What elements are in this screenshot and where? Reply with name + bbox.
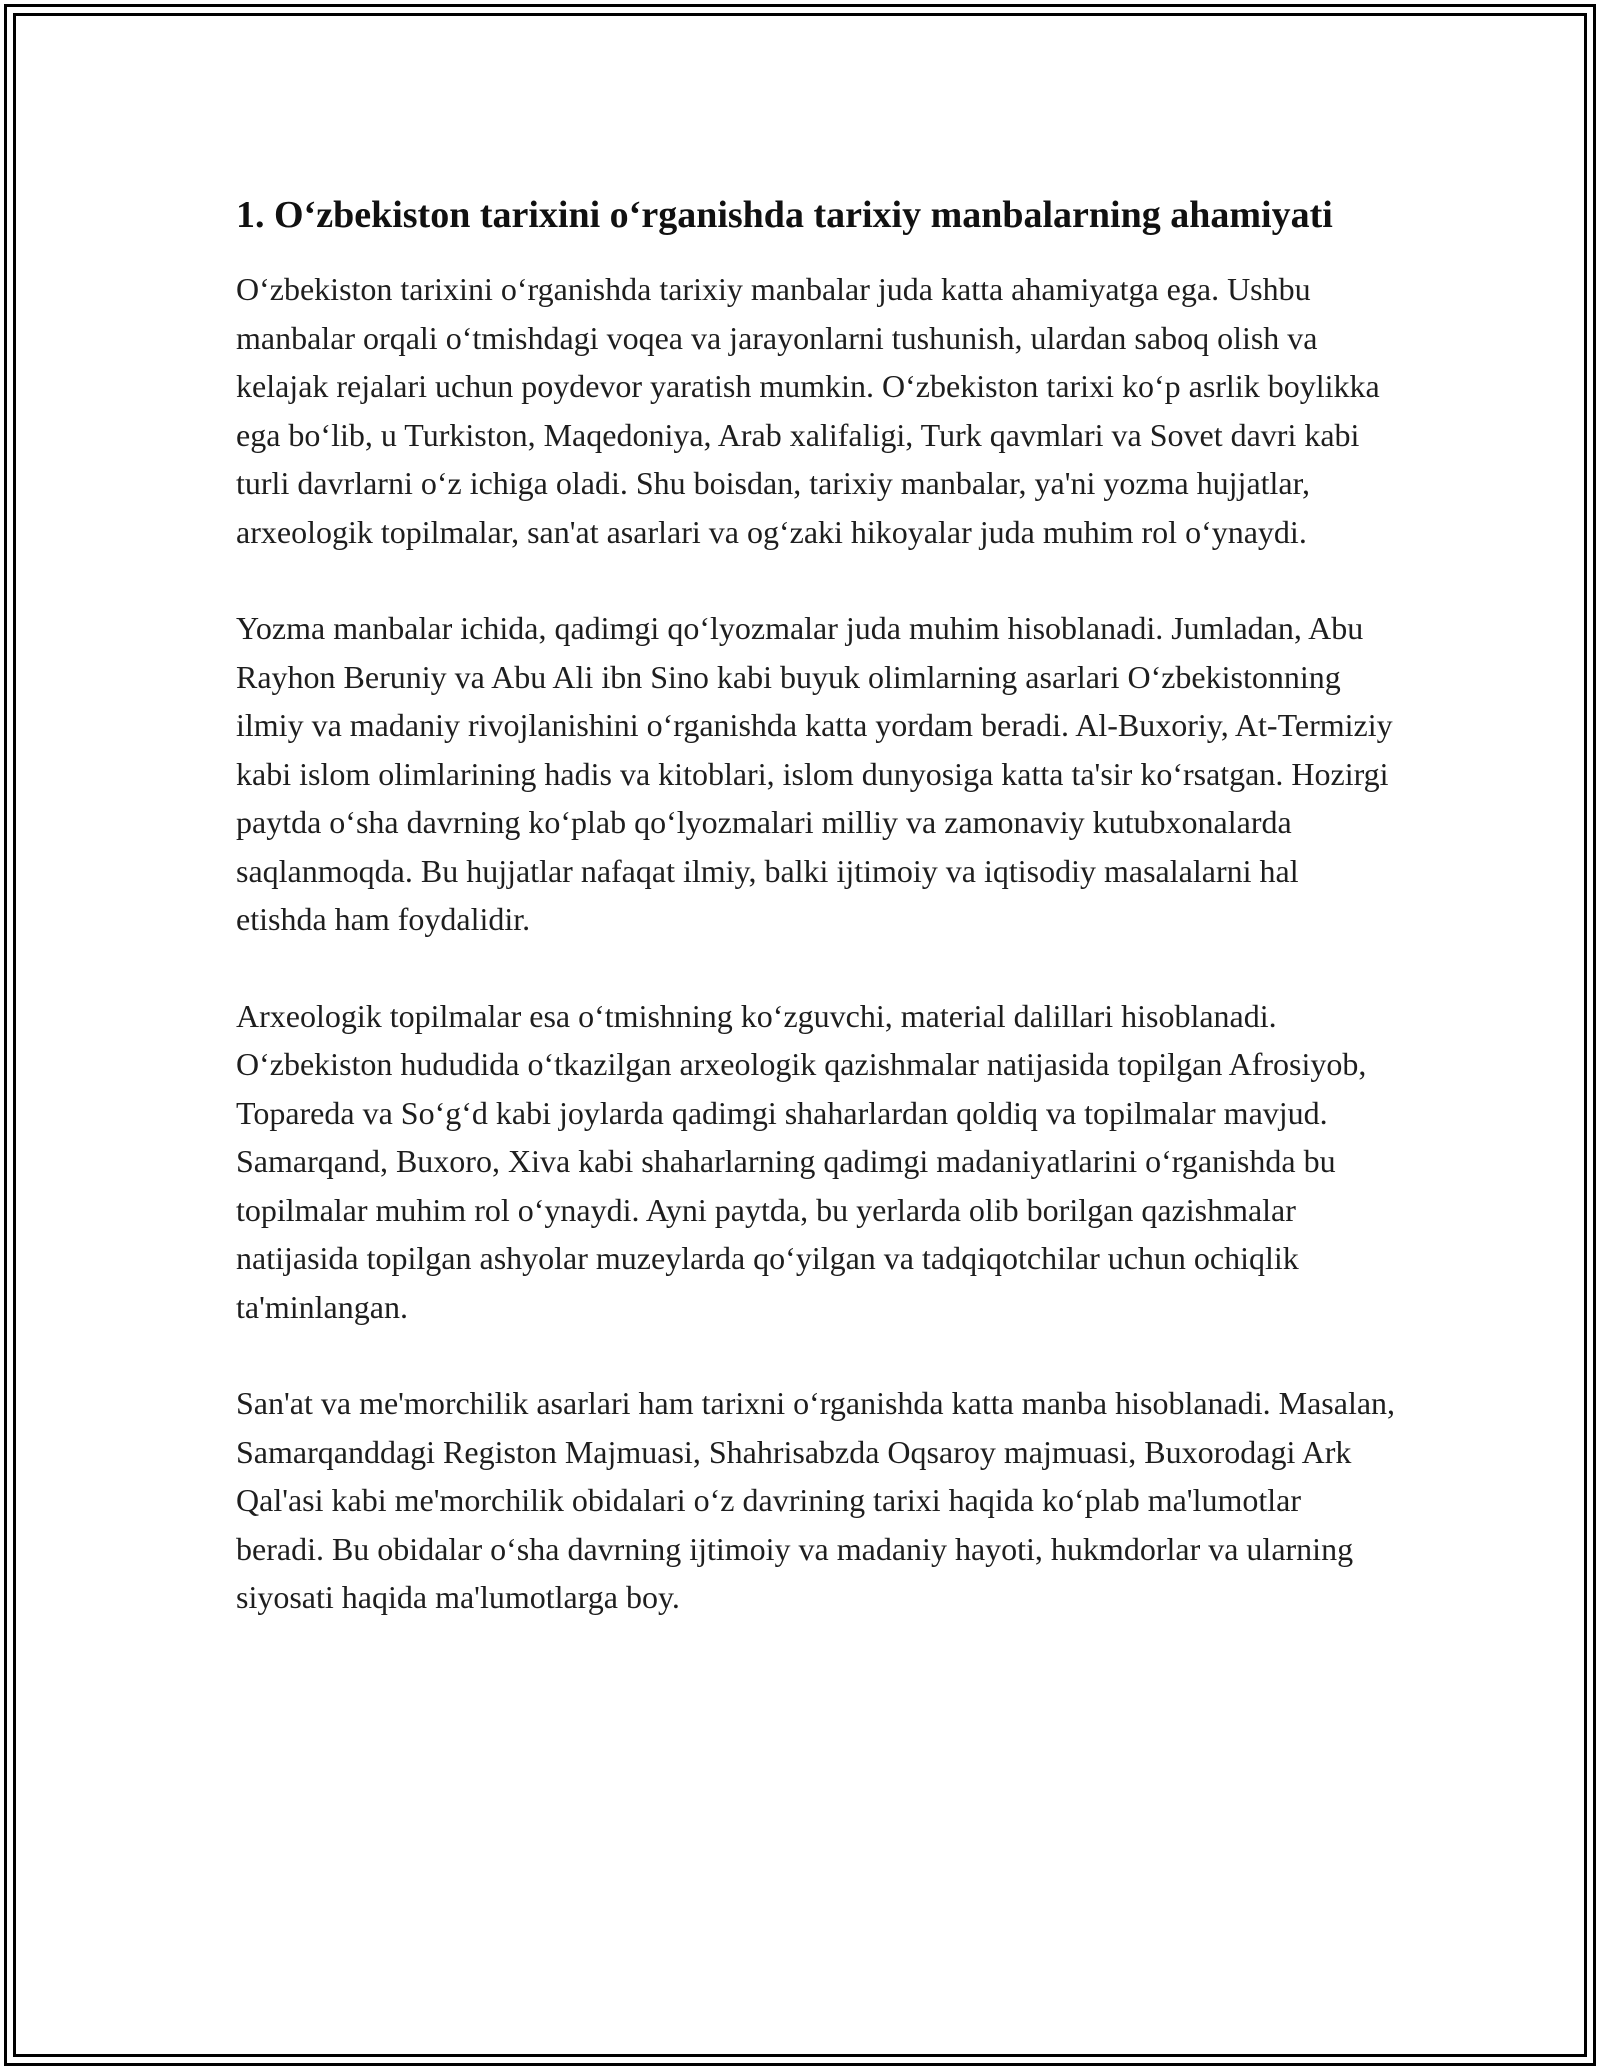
paragraph-written-sources: Yozma manbalar ichida, qadimgi qo‘lyozmalar juda muhim hisoblanadi. Jumladan, Abu Rayhon Beruniy va Abu Ali ibn Sino kabi buyuk olimlarning asarlari O‘zbekistonning ilmiy va madaniy rivojlanishini o‘rganishda katta yordam beradi. Al-Buxoriy, At-Termiziy kabi islom olimlarining hadis va kitoblari, islom dunyosiga katta ta'sir ko‘rsatgan. Hozirgi paytda o‘sha davrning ko‘plab qo‘lyozmalari milliy va zamonaviy kutubxonalarda saqlanmoqda. Bu hujjatlar nafaqat ilmiy, balki ijtimoiy va iqtisodiy masalalarni hal etishda ham foydalidir.: [236, 610, 1393, 937]
paragraph-archaeology: Arxeologik topilmalar esa o‘tmishning ko‘zguvchi, material dalillari hisoblanadi. O‘zbekiston hududida o‘tkazilgan arxeologik qazishmalar natijasida topilgan Afrosiyob, Topareda va So‘g‘d kabi joylarda qadimgi shaharlardan qoldiq va topilmalar mavjud. Samarqand, Buxoro, Xiva kabi shaharlarning qadimgi madaniyatlarini o‘rganishda bu topilmalar muhim rol o‘ynaydi. Ayni paytda, bu yerlarda olib borilgan qazishmalar natijasida topilgan ashyolar muzeylarda qo‘yilgan va tadqiqotchilar uchun ochiqlik ta'minlangan.: [236, 997, 1367, 1325]
document-body: [236, 188, 1396, 1622]
paragraph-intro: O‘zbekiston tarixini o‘rganishda tarixiy manbalar juda katta ahamiyatga ega. Ushbu manbalar orqali o‘tmishdagi voqea va jarayonlarni tushunish, ulardan saboq olish va kelajak rejalari uchun poydevor yaratish mumkin. O‘zbekiston tarixi ko‘p asrlik boylikka ega bo‘lib, u Turkiston, Maqedoniya, Arab xalifaligi, Turk qavmlari va Sovet davri kabi turli davrlarni o‘z ichiga oladi. Shu boisdan, tarixiy manbalar, ya'ni yozma hujjatlar, arxeologik topilmalar, san'at asarlari va og‘zaki hikoyalar juda muhim rol o‘ynaydi.: [236, 271, 1380, 550]
section-heading: 1. O‘zbekiston tarixini o‘rganishda tarixiy manbalarning ahamiyati: [236, 194, 1333, 236]
paragraph-art-architecture: San'at va me'morchilik asarlari ham tarixni o‘rganishda katta manba hisoblanadi. Masalan, Samarqanddagi Registon Majmuasi, Shahrisabzda Oqsaroy majmuasi, Buxorodagi Ark Qal'asi kabi me'morchilik obidalari o‘z davrining tarixi haqida ko‘plab ma'lumotlar beradi. Bu obidalar o‘sha davrning ijtimoiy va madaniy hayoti, hukmdorlar va ularning siyosati haqida ma'lumotlarga boy.: [236, 1385, 1396, 1615]
